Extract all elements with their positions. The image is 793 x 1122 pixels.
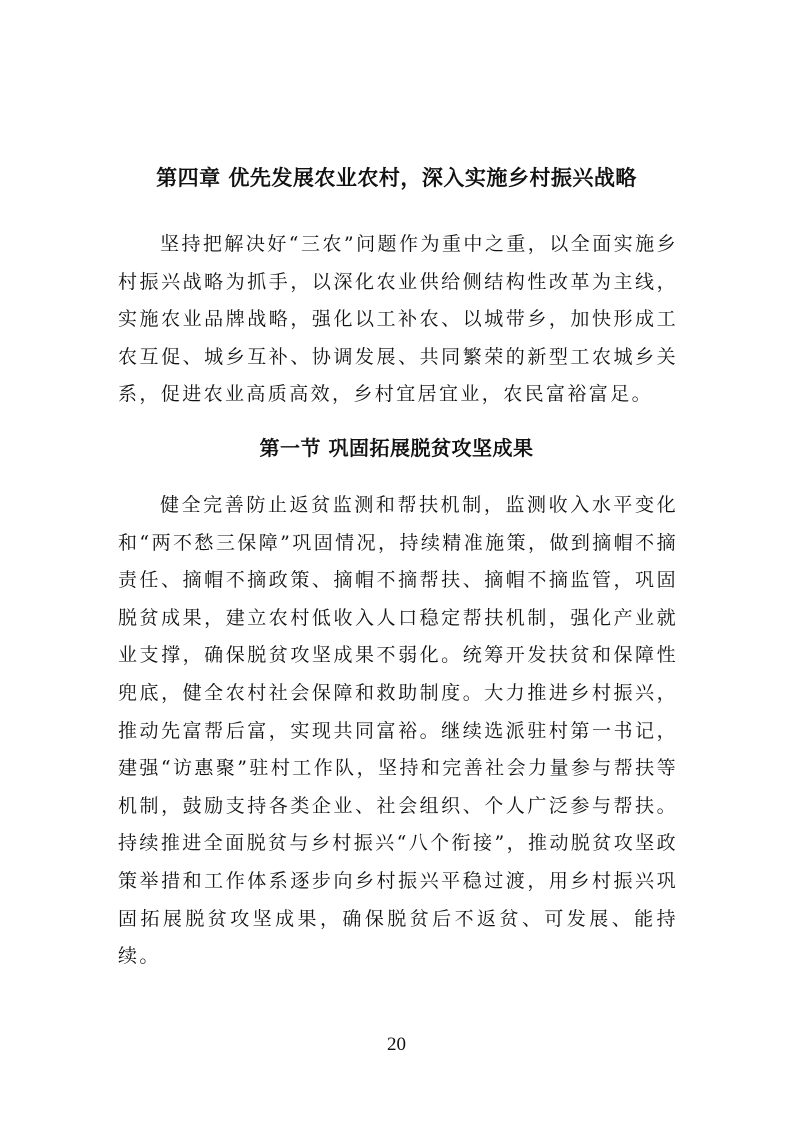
- intro-paragraph: 坚持把解决好“三农”问题作为重中之重，以全面实施乡村振兴战略为抓手，以深化农业供给侧结构性改革为主线，实施农业品牌战略，强化以工补农、以城带乡，加快形成工农互促、城乡互补、协调发展、共同繁荣的新型工农城乡关系，促进农业高质高效，乡村宜居宜业，农民富裕富足。: [118, 233, 678, 406]
- chapter-title: 第四章 优先发展农业农村，深入实施乡村振兴战略: [156, 166, 637, 190]
- section-title: 第一节 巩固拓展脱贫攻坚成果: [259, 436, 534, 460]
- page-number: 20: [387, 1034, 406, 1055]
- section-paragraph: 健全完善防止返贫监测和帮扶机制，监测收入水平变化和“两不愁三保障”巩固情况，持续精准施策，做到摘帽不摘责任、摘帽不摘政策、摘帽不摘帮扶、摘帽不摘监管，巩固脱贫成果，建立农村低收入人口稳定帮扶机制，强化产业就业支撑，确保脱贫攻坚成果不弱化。统筹开发扶贫和保障性兜底，健全农村社会保障和救助制度。大力推进乡村振兴，推动先富帮后富，实现共同富裕。继续选派驻村第一书记，建强“访惠聚”驻村工作队，坚持和完善社会力量参与帮扶等机制，鼓励支持各类企业、社会组织、个人广泛参与帮扶。持续推进全面脱贫与乡村振兴“八个衔接”，推动脱贫攻坚政策举措和工作体系逐步向乡村振兴平稳过渡，用乡村振兴巩固拓展脱贫攻坚成果，确保脱贫后不返贫、可发展、能持续。: [118, 494, 678, 968]
